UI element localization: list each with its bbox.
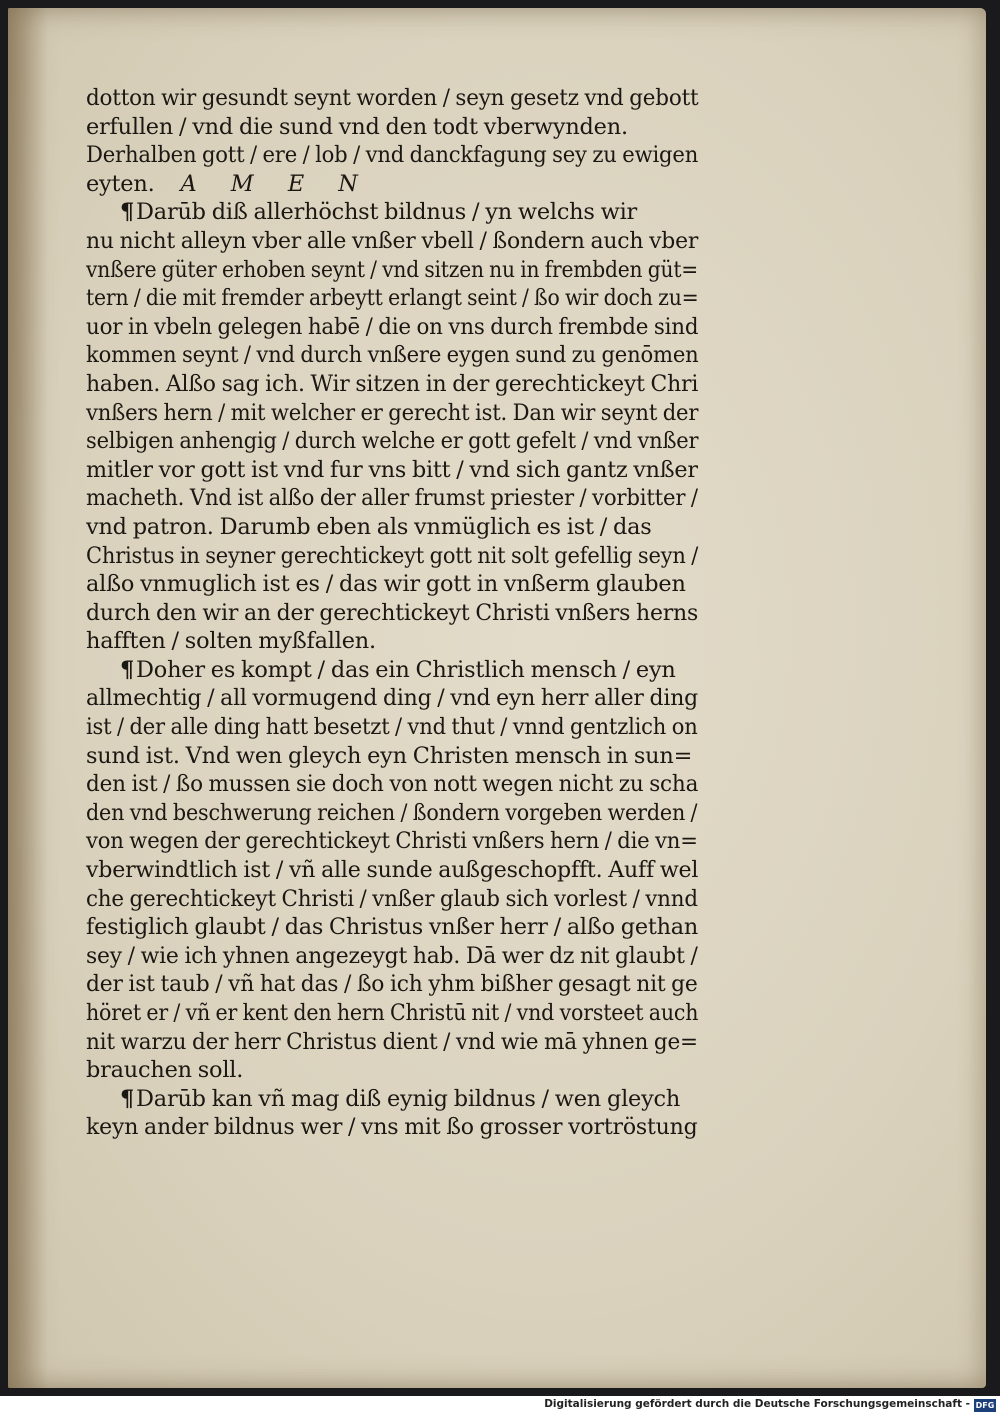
text-line: von wegen der gerechtickeyt Christi vnßers hern / die vn=: [86, 828, 698, 855]
text-line: Doher es kompt / das ein Christlich mensch / eyn: [136, 656, 676, 683]
paragraph-start: [86, 656, 698, 685]
text-line: vnßere güter erhoben seynt / vnd sitzen nu in frembden güt=: [86, 256, 699, 283]
gutter-stain: [8, 8, 48, 1388]
text-block: [86, 84, 698, 1142]
text-line: den ist / ßo mussen sie doch von nott wegen nicht zu scha: [86, 771, 699, 798]
text-line: ist / der alle ding hatt besetzt / vnd thut / vnnd gentzlich on: [86, 714, 698, 741]
dfg-logo: DFG: [975, 1401, 995, 1410]
text-line: nit warzu der herr Christus dient / vnd wie mā yhnen ge=: [86, 1028, 698, 1055]
text-line: Derhalben gott / ere / lob / vnd danckfagung sey zu ewigen: [86, 142, 699, 169]
text-line: der ist taub / vñ hat das / ßo ich yhm bißher gesagt nit ge: [86, 971, 698, 998]
footer-bar: [0, 1396, 1000, 1416]
dfg-credit: Digitalisierung gefördert durch die Deutsche Forschungsgemeinschaft -: [544, 1398, 970, 1410]
text-line: nu nicht alleyn vber alle vnßer vbell / ßondern auch vber: [86, 227, 699, 254]
text-line: vnd patron. Darumb eben als vnmüglich es ist / das: [86, 513, 652, 540]
text-line: dotton wir gesundt seynt worden / seyn gesetz vnd gebott: [86, 85, 699, 111]
text-line: vberwindtlich ist / vñ alle sunde außgeschopfft. Auff wel: [86, 857, 699, 884]
text-line: che gerechtickeyt Christi / vnßer glaub sich vorlest / vnnd: [86, 885, 698, 912]
text-line: kommen seynt / vnd durch vnßere eygen sund zu genōmen: [86, 342, 699, 369]
text-line: Christus in seyner gerechtickeyt gott nit solt gefellig seyn /: [86, 542, 699, 569]
pilcrow-mark: ¶: [120, 656, 135, 683]
text-line: erfullen / vnd die sund vnd den todt vberwynden.: [86, 113, 628, 140]
pilcrow-mark: ¶: [120, 1085, 135, 1112]
text-line: macheth. Vnd ist alßo der aller frumst priester / vorbitter /: [86, 485, 698, 512]
text-line: höret er / vñ er kent den hern Christū nit / vnd vorsteet auch: [86, 1000, 699, 1026]
text-line: vnßers hern / mit welcher er gerecht ist. Dan wir seynt der: [86, 399, 699, 426]
text-line: Darūb kan vñ mag diß eynig bildnus / wen gleych: [136, 1085, 681, 1112]
text-line-amen: [86, 170, 698, 199]
pilcrow-mark: ¶: [120, 199, 135, 226]
text-line: mitler vor gott ist vnd fur vns bitt / vnd sich gantz vnßer: [86, 456, 698, 483]
text-line: den vnd beschwerung reichen / ßondern vorgeben werden /: [86, 799, 698, 826]
text-line: selbigen anhengig / durch welche er gott gefelt / vnd vnßer: [86, 428, 699, 455]
text-line: alßo vnmuglich ist es / das wir gott in vnßerm glauben: [86, 571, 686, 598]
text-line: eyten.: [86, 170, 155, 197]
text-line: durch den wir an der gerechtickeyt Christi vnßers herns: [86, 599, 699, 626]
text-line: festiglich glaubt / das Christus vnßer herr / alßo gethan: [86, 914, 699, 941]
text-line: uor in vbeln gelegen habē / die on vns durch frembde sind: [86, 313, 699, 340]
text-line: tern / die mit fremder arbeytt erlangt seint / ßo wir doch zu=: [86, 285, 699, 312]
text-line: keyn ander bildnus wer / vns mit ßo grosser vortröstung: [86, 1114, 698, 1141]
text-line: allmechtig / all vormugend ding / vnd eyn herr aller ding: [86, 685, 699, 712]
text-line: Darūb diß allerhöchst bildnus / yn welchs wir: [136, 199, 638, 226]
text-line: brauchen soll.: [86, 1057, 244, 1084]
paragraph-start: [86, 198, 698, 227]
amen-heading: A M E N: [180, 170, 372, 197]
text-line: sey / wie ich yhnen angezeygt hab. Dā wer dz nit glaubt /: [86, 942, 698, 969]
paragraph-start: [86, 1085, 698, 1114]
text-line: sund ist. Vnd wen gleych eyn Christen mensch in sun=: [86, 742, 693, 769]
text-line: haben. Alßo sag ich. Wir sitzen in der gerechtickeyt Chri: [86, 370, 699, 397]
text-line: hafften / solten myßfallen.: [86, 628, 376, 655]
